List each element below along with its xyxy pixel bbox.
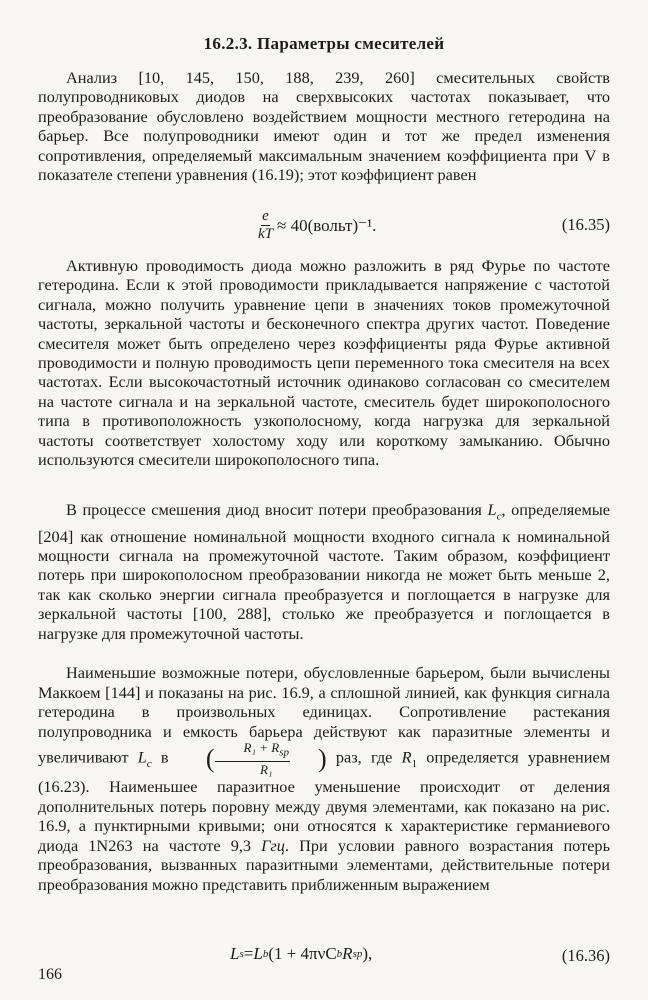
- paragraph-conversion-loss: [38, 500, 610, 643]
- text-run: В процессе смешения диод вносит потери преобразования: [66, 500, 488, 519]
- symbol-l: L: [487, 500, 497, 519]
- fraction-e-over-kt: [258, 209, 273, 242]
- subscript-c: c: [496, 510, 502, 523]
- equation-number: (16.36): [561, 946, 610, 965]
- fraction-r1-rsp-over-r1: [215, 741, 290, 777]
- subscript-b: b: [336, 948, 343, 960]
- subscript-1: 1: [411, 758, 418, 771]
- equation-16-36: [38, 940, 610, 970]
- paragraph-analysis: Анализ [10, 145, 150, 188, 239, 260] смесительных свойств полупроводниковых диодов на сверхвысоких частотах показывает, что преобразование обусловлено воздействием мощности местного гетеродина на барьер. Все полупроводники имеют один и тот же предел изменения сопротивления, определяемый максимальным значением коэффициента при V в показателе степени уравнения (16.19); этот коэффициент равен: [38, 68, 610, 185]
- left-paren: (: [205, 744, 215, 774]
- fraction-denominator: R₁: [260, 761, 273, 777]
- fraction-numerator: e: [262, 208, 269, 224]
- text-run: в: [151, 747, 178, 767]
- section-heading: 16.2.3. Параметры смесителей: [203, 34, 445, 53]
- equation-body: [230, 944, 372, 964]
- unit-ghz: Ггц: [261, 835, 285, 855]
- fraction-denominator: kT: [258, 226, 273, 242]
- subscript-s: s: [239, 948, 244, 960]
- page-number: 166: [38, 966, 62, 983]
- symbol-l: L: [230, 944, 240, 963]
- equation-body: [258, 209, 376, 242]
- equals-sign: =: [243, 944, 254, 963]
- numerator-text: R₁ + R: [243, 740, 280, 756]
- inline-fraction-resistance: [178, 741, 327, 777]
- text-run: раз, где: [326, 747, 402, 767]
- text-run: Наименьшие возможные потери, обусловленные барьером, были вычислены Маккоем [144] и показаны на рис. 16.9, а сплошной линией, как функция сигнала гетеродина в произвольных единицах. Сопротивление растекания полупроводника и емкость барьера действуют как паразитные элементы и увеличивают: [38, 663, 610, 767]
- closing-paren: ),: [362, 944, 373, 963]
- equation-factor: (1 + 4πνC: [268, 944, 337, 963]
- symbol-r: R: [401, 747, 412, 767]
- subscript-c: c: [146, 758, 152, 771]
- fraction-numerator: [215, 741, 290, 762]
- symbol-l: L: [253, 944, 263, 963]
- paragraph-fourier: Активную проводимость диода можно разложить в ряд Фурье по частоте гетеродина. Если к этой проводимости прикладывается напряжение с частотой сигнала, можно получить уравнение цепи в значениях токов промежуточной частоты, зеркальной частоты и бесконечного спектра других частот. Поведение смесителя может быть определено через коэффициенты ряда Фурье активной проводимости и полную проводимость цепи переменного тока смесителя на всех частотах. Если высокочастотный источник одинаково согласован со смесителем на частоте сигнала и на зеркальной частоте, смеситель будет широкополосного типа в противоположность узкополосному, когда нагрузка для зеркальной частоты соответствует холостому ходу или короткому замыканию. Обычно используются смесители широкополосного типа.: [38, 256, 610, 470]
- right-paren: ): [317, 744, 327, 774]
- text-run: , определяемые [204] как отношение номинальной мощности входного сигнала к номинальной мощности сигнала на промежуточной частоте. Таким образом, коэффициент потерь при широкополосном преобразовании никогда не может быть меньше 2, так как сколько энергии сигнала преобразуется и поглощается в нагрузке для зеркальной частоты [100, 288], столько же преобразуется и поглощается в нагрузке для промежуточной частоты.: [38, 500, 610, 643]
- subscript-sp: sp: [352, 948, 363, 960]
- equation-16-35: [38, 208, 610, 242]
- equation-rhs: ≈ 40(вольт)⁻¹.: [277, 215, 377, 235]
- text-run: . При условии равного возрастания потерь преобразования, вызванных паразитными элементами, действительные потери преобразования можно представить приближенным выражением: [38, 835, 610, 894]
- subscript-b: b: [262, 948, 269, 960]
- symbol-r: R: [342, 944, 353, 963]
- equation-number: (16.35): [561, 215, 610, 234]
- symbol-l: L: [137, 747, 147, 767]
- subscript-sp: sp: [279, 746, 289, 759]
- paragraph-parasitic-losses: [38, 663, 610, 895]
- text-run: определяется уравнением (16.23). Наименьшее паразитное уменьшение происходит от деления дополнительных потерь поровну между двумя элементами, как показано на рис. 16.9, а пунктирными кривыми; они относятся к характеристике германиевого диода 1N263 на частоте 9,3: [38, 747, 611, 855]
